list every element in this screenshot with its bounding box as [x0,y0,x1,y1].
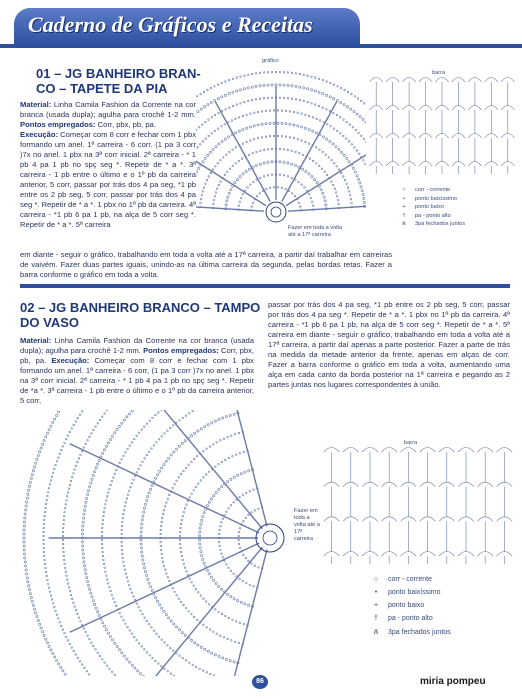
chart-lid-border [322,444,514,564]
section1-text [20,100,196,230]
section2-heading-line1: 02 – JG BANHEIRO BRANCO – TAMPO [20,300,261,315]
chart-rug-diagram [196,60,366,250]
section2-heading [20,300,260,330]
legend2-item-double: † pa - ponto alto [364,615,451,628]
section2-heading-line2: DO VASO [20,315,79,330]
legend-section1 [393,187,465,230]
cluster-icon: ⋔ [401,221,407,227]
section1-heading-line1: 01 – JG BANHEIRO BRAN- [36,66,201,81]
page-banner [0,0,522,50]
legend2-item-chain: ○ corr - corrente [364,576,451,589]
brand-name: miria pompeu [420,676,486,687]
legend2-item-single: + ponto baixo [364,602,451,615]
chart1-label-top: gráfico [262,58,279,64]
section1-text-continued: em diante - seguir o gráfico, trabalhando em toda a volta até a 17ª carreira, a partir daí trabalhar em carreiras de vaivém. Fazer duas partes iguais, unindo-as na última carreira da segunda, pelas bordas retas. Fazer a barra conforme o gráfico em toda a volta. [20,250,392,279]
legend2-item-slipstitch: • ponto baixíssimo [364,589,451,602]
chart1-label-bottom: Fazer em toda a volta até a 17ª carreira [288,225,343,238]
legend-item-chain: ○ corr - corrente [393,187,465,196]
chart2-label: Fazer em toda a volta até a 17ª carreira [294,508,320,542]
legend2-item-cluster: ⋔ 3pa fechados juntos [364,628,451,641]
slip-stitch-icon: • [403,195,405,202]
legend-item-cluster: ⋔ 3pa fechados juntos [393,221,465,230]
section2-text-right: passar por trás dos 4 pa seg, *1 pb entre os 2 pb seg, 5 corr, passar por trás dos 4 pa seg *. Repetir de * a *. 1 pbx no 1º pb da carreira. 4ª carreira - *1 pb 6 pa 1 pb, na alça de 5 corr seg *. Repetir de * a *. 5ª carreira em diante - seguir o gráfico, trabalhando em toda a volta até a 17ª carreira, a partir daí apenas a parte posterior. Fazer a parte de trás na medida da metade anterior da frente, apenas em alças de corr. Fazer a barra conforme o gráfico em toda a volta, aumentando uma alça em cada canto da borda posterior na 1ª carreira e pegando as 2 partes juntas nos lugares correspondentes à união. [268,300,510,389]
section-separator [20,284,510,288]
legend-section2 [364,576,451,641]
double-crochet-icon: † [402,212,406,219]
section1-material: Material: Linha Camila Fashion da Corrente na cor branca (usada dupla); agulha para crochê 1-2 mm. Pontos empregados: Corr, pbx, pb, pa. [20,100,196,129]
single-crochet-icon: + [373,602,379,609]
chain-icon: ○ [373,576,379,583]
barra1-label: barra [432,70,446,76]
cluster-icon: ⋔ [373,629,379,636]
legend-item-single: + ponto baixo [393,204,465,213]
barra2-label: barra [404,440,418,446]
double-crochet-icon: † [374,615,378,622]
slip-stitch-icon: • [374,589,378,596]
page-number: 86 [252,675,268,689]
section1-heading-line2: CO – TAPETE DA PIA [36,81,168,96]
legend-item-slipstitch: • ponto baixíssimo [393,196,465,205]
section1-heading [36,66,201,96]
single-crochet-icon: + [402,204,406,210]
chain-icon: ○ [402,187,406,193]
page-title: Caderno de Gráficos e Receitas [28,12,313,37]
section1-execution: Execução: Começar com 8 corr e fechar com 1 pbx formando um anel. 1ª carreira - 6 corr. (1 pa 3 corr )7x no anel. 1 pbx na 3ª corr inicial. 2ª carreira - * 1 pb 4 pa 1 pb no spç seg *. Repetir de * a *. 3ª carreira - 1 pb entre o último e o 1º pb da carreira anterior, 5 corr, passar por trás dos 4 pa seg, *1 pb entre os 2 pb seg, 5 corr, passar por trás dos 4 pa seg *. Repetir de * a *. 1 pbx no 1º pb da carreira. 4ª carreira - *1 pb 6 pa 1 pb, na alça de 5 corr seg *. Repetir de * a *. 5ª carreira [20,130,196,229]
chart-lid-diagram [14,410,314,676]
legend-item-double: † pa - ponto alto [393,213,465,222]
chart-rug-border [368,74,516,174]
section2-text-left: Material: Linha Camila Fashion da Corrente na cor branca (usada dupla); agulha para crochê 1-2 mm. Pontos empregados: Corr, pbx, pb, pa. Execução: Começar com 8 corr e fechar com 1 pbx formando um anel. 1ª carreira - 6 corr, (1 pa 3 corr )7x no anel. 1 pbx na 3ª corr inicial. 2ª carreira - * 1 pb 4 pa 1 pb no spç seg *. Repetir de *a *. 3ª carreira - 1 pb entre o último e o 1º pb da carreira anterior, 5 corr, [20,336,254,405]
